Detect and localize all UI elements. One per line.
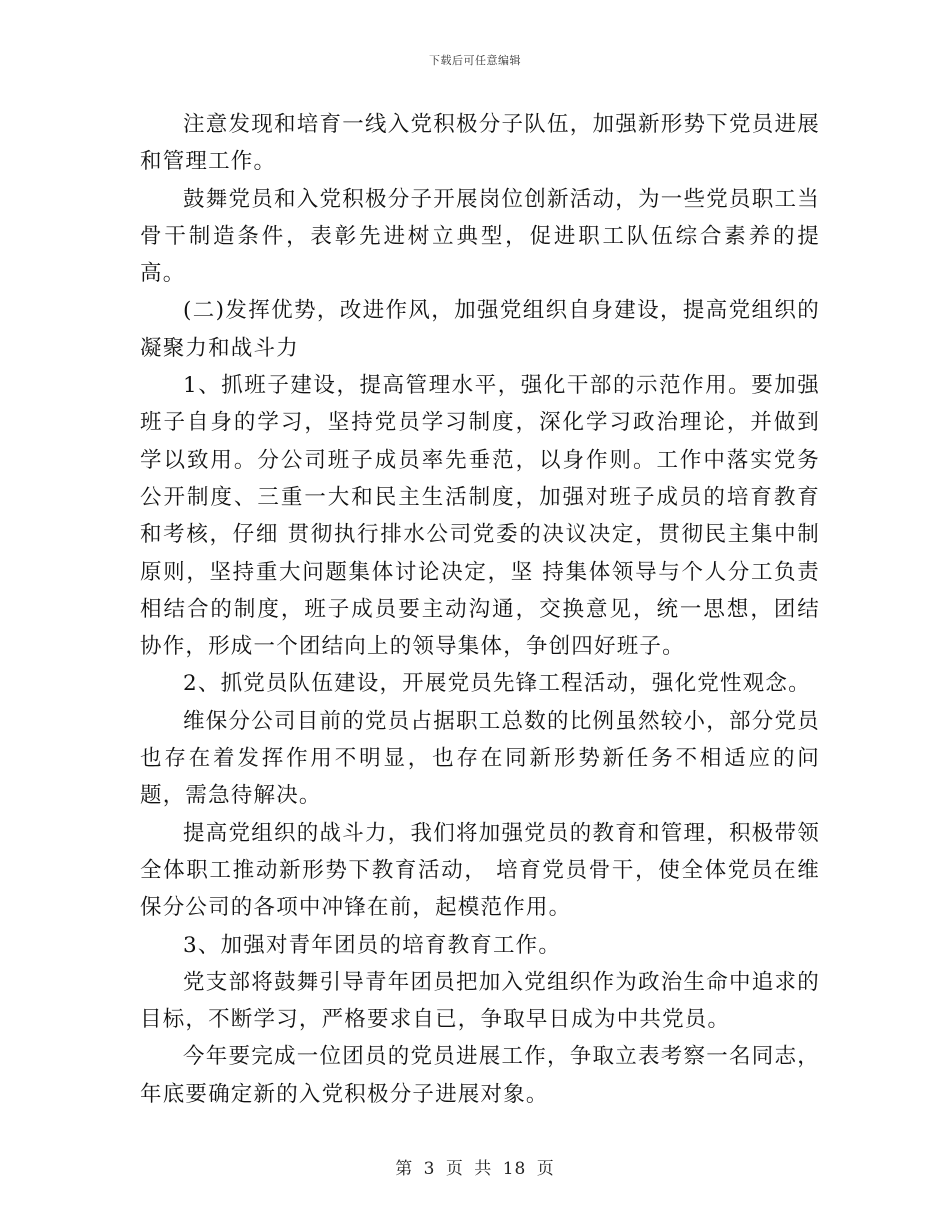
paragraph: (二)发挥优势，改进作风，加强党组织自身建设，提高党组织的凝聚力和战斗力 — [140, 298, 820, 361]
page-number-footer: 第 3 页 共 18 页 — [395, 1159, 555, 1179]
paragraph: 今年要完成一位团员的党员进展工作，争取立表考察一名同志，年底要确定新的入党积极分子进展对象。 — [140, 1044, 820, 1107]
paragraph: 2、抓党员队伍建设，开展党员先锋工程活动，强化党性观念。 — [183, 671, 811, 697]
document-body — [140, 106, 820, 1113]
paragraph: 3、加强对青年团员的培育教育工作。 — [183, 932, 562, 958]
paragraph: 党支部将鼓舞引导青年团员把加入党组织作为政治生命中追求的目标，不断学习，严格要求自已，争取早日成为中共党员。 — [140, 969, 820, 1033]
paragraph: 1、抓班子建设，提高管理水平，强化干部的示范作用。要加强班子自身的学习，坚持党员学习制度，深化学习政治理论，并做到学以致用。分公司班子成员率先垂范，以身作则。工作中落实党务公开制度、三重一大和民主生活制度，加强对班子成员的培育教育和考核，仔细 贯彻执行排水公司党委的决议决定，贯彻民主集中制原则，坚持重大问题集体讨论决定，坚 持集体领导与个人分工负责相结合的制度，班子成员要主动沟通，交换意见，统一思想，团结协作，形成一个团结向上的领导集体，争创四好班子。 — [140, 373, 820, 660]
paragraph: 维保分公司目前的党员占据职工总数的比例虽然较小，部分党员也存在着发挥作用不明显，也存在同新形势新任务不相适应的问题，需急待解决。 — [140, 708, 820, 809]
paragraph: 注意发现和培育一线入党积极分子队伍，加强新形势下党员进展和管理工作。 — [140, 112, 820, 175]
page-header: 下载后可任意编辑 — [429, 54, 521, 67]
paragraph: 鼓舞党员和入党积极分子开展岗位创新活动，为一些党员职工当骨干制造条件，表彰先进树立典型，促进职工队伍综合素养的提高。 — [140, 186, 820, 287]
paragraph: 提高党组织的战斗力，我们将加强党员的教育和管理，积极带领全体职工推动新形势下教育活动， 培育党员骨干，使全体党员在维保分公司的各项中冲锋在前，起模范作用。 — [140, 820, 820, 921]
